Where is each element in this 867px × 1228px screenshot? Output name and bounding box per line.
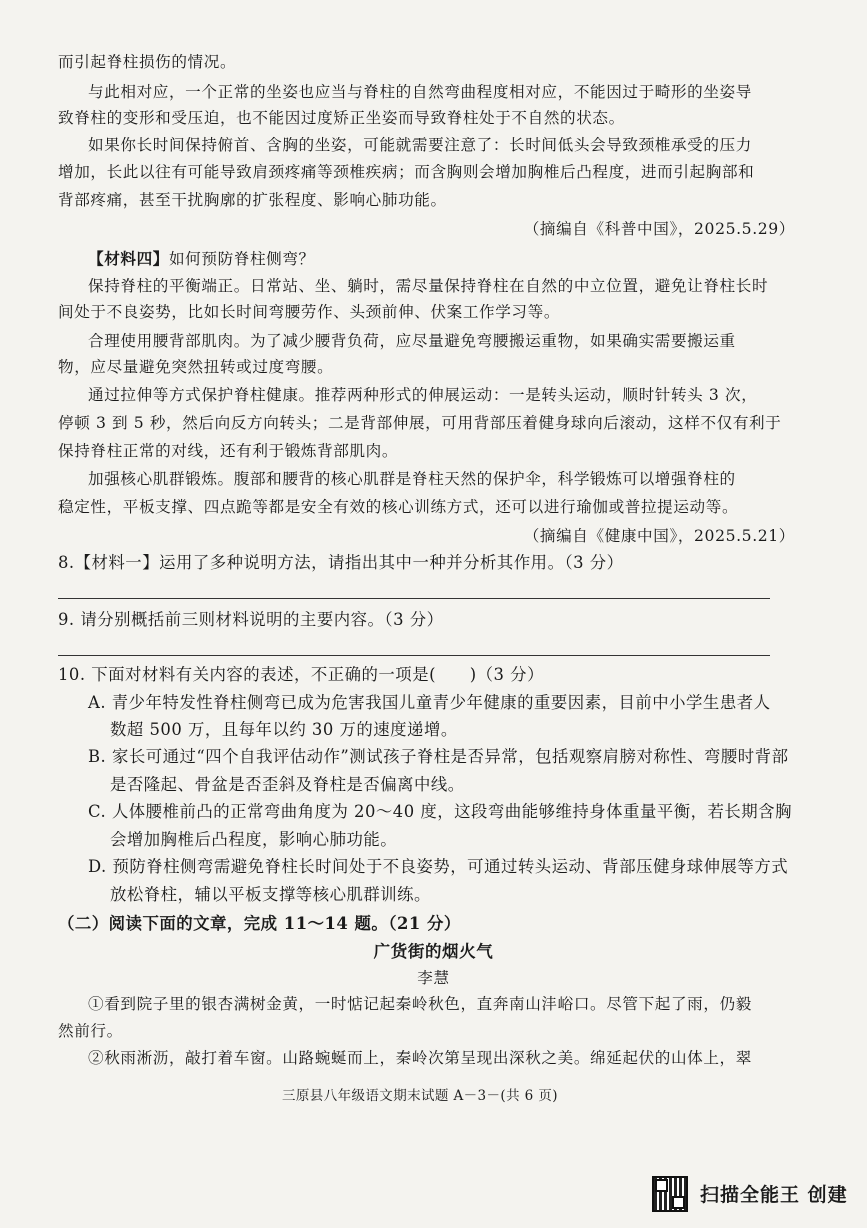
section-two-heading: （二）阅读下面的文章，完成 11～14 题。（21 分） [58,914,461,933]
paragraph-line: 保持脊柱正常的对线，还有利于锻炼背部肌肉。 [58,442,399,460]
paragraph-line: 合理使用腰背部肌肉。为了减少腰背负荷，应尽量避免弯腰搬运重物，如果确实需要搬运重 [88,332,736,350]
question-9: 9. 请分别概括前三则材料说明的主要内容。（3 分） [58,610,444,629]
option-c: C. 人体腰椎前凸的正常弯曲角度为 20～40 度，这段弯曲能够维持身体重量平衡，若长期含胸 [88,802,792,821]
option-d-cont: 放松脊柱，辅以平板支撑等核心肌群训练。 [110,885,431,904]
paragraph-line: ①看到院子里的银杏满树金黄，一时惦记起秦岭秋色，直奔南山沣峪口。尽管下起了雨，仍毅 [88,995,752,1013]
article-author: 李慧 [417,969,450,987]
option-a: A. 青少年特发性脊柱侧弯已成为危害我国儿童青少年健康的重要因素，目前中小学生患者人 [88,693,771,712]
paragraph-line: 物，应尽量避免突然扭转或过度弯腰。 [58,358,334,376]
material-four-question: 如何预防脊柱侧弯？ [168,250,315,268]
article-title: 广货街的烟火气 [373,942,494,961]
paragraph-line: 然前行。 [58,1022,123,1040]
paragraph-line: 背部疼痛，甚至干扰胸廓的扩张程度、影响心肺功能。 [58,191,447,209]
paragraph-line: 加强核心肌群锻炼。腹部和腰背的核心肌群是脊柱天然的保护伞，科学锻炼可以增强脊柱的 [88,470,736,488]
scanner-watermark: 扫描全能王 创建 [700,1184,848,1206]
source-citation: （摘编自《健康中国》，2025.5.21） [523,527,795,545]
qr-code-icon [652,1176,688,1212]
answer-line [58,655,770,656]
paragraph-line: 间处于不良姿势，比如长时间弯腰劳作、头颈前伸、伏案工作学习等。 [58,303,561,321]
paragraph-line: 稳定性，平板支撑、四点跪等都是安全有效的核心训练方式，还可以进行瑜伽或普拉提运动等。 [58,498,739,516]
source-citation: （摘编自《科普中国》，2025.5.29） [523,220,795,238]
paragraph-line: ②秋雨淅沥，敲打着车窗。山路蜿蜒而上，秦岭次第呈现出深秋之美。绵延起伏的山体上，翠 [88,1049,752,1067]
paragraph-line: 保持脊柱的平衡端正。日常站、坐、躺时，需尽量保持脊柱在自然的中立位置，避免让脊柱长时 [88,277,769,295]
option-d: D. 预防脊柱侧弯需避免脊柱长时间处于不良姿势，可通过转头运动、背部压健身球伸展等方式 [88,857,789,876]
paragraph-line: 停顿 3 到 5 秒，然后向反方向转头；二是背部伸展，可用背部压着健身球向后滚动，这样不仅有利于 [58,414,782,432]
question-8: 8.【材料一】运用了多种说明方法，请指出其中一种并分析其作用。（3 分） [58,553,624,572]
option-a-cont: 数超 500 万，且每年以约 30 万的速度递增。 [110,720,458,739]
question-10: 10. 下面对材料有关内容的表述，不正确的一项是( )（3 分） [58,665,544,684]
paragraph-line: 增加，长此以往有可能导致肩颈疼痛等颈椎疾病；而含胸则会增加胸椎后凸程度，进而引起胸部和 [58,163,755,181]
material-four-label: 【材料四】 [88,249,169,268]
page-footer: 三原县八年级语文期末试题 A－3－(共 6 页) [282,1088,558,1104]
paragraph-line: 而引起脊柱损伤的情况。 [58,53,237,71]
answer-line [58,598,770,599]
option-c-cont: 会增加胸椎后凸程度，影响心肺功能。 [110,830,398,849]
paragraph-line: 致脊柱的变形和受压迫，也不能因过度矫正坐姿而导致脊柱处于不自然的状态。 [58,109,625,127]
paragraph-line: 与此相对应，一个正常的坐姿也应当与脊柱的自然弯曲程度相对应，不能因过于畸形的坐姿导 [88,83,752,101]
option-b-cont: 是否隆起、骨盆是否歪斜及脊柱是否偏离中线。 [110,775,465,794]
paragraph-line: 通过拉伸等方式保护脊柱健康。推荐两种形式的伸展运动：一是转头运动，顺时针转头 3 次， [88,386,758,404]
material-four-heading [88,249,315,269]
option-b: B. 家长可通过“四个自我评估动作”测试孩子脊柱是否异常，包括观察肩膀对称性、弯腰时背部 [88,747,789,766]
paragraph-line: 如果你长时间保持俯首、含胸的坐姿，可能就需要注意了：长时间低头会导致颈椎承受的压力 [88,136,752,154]
